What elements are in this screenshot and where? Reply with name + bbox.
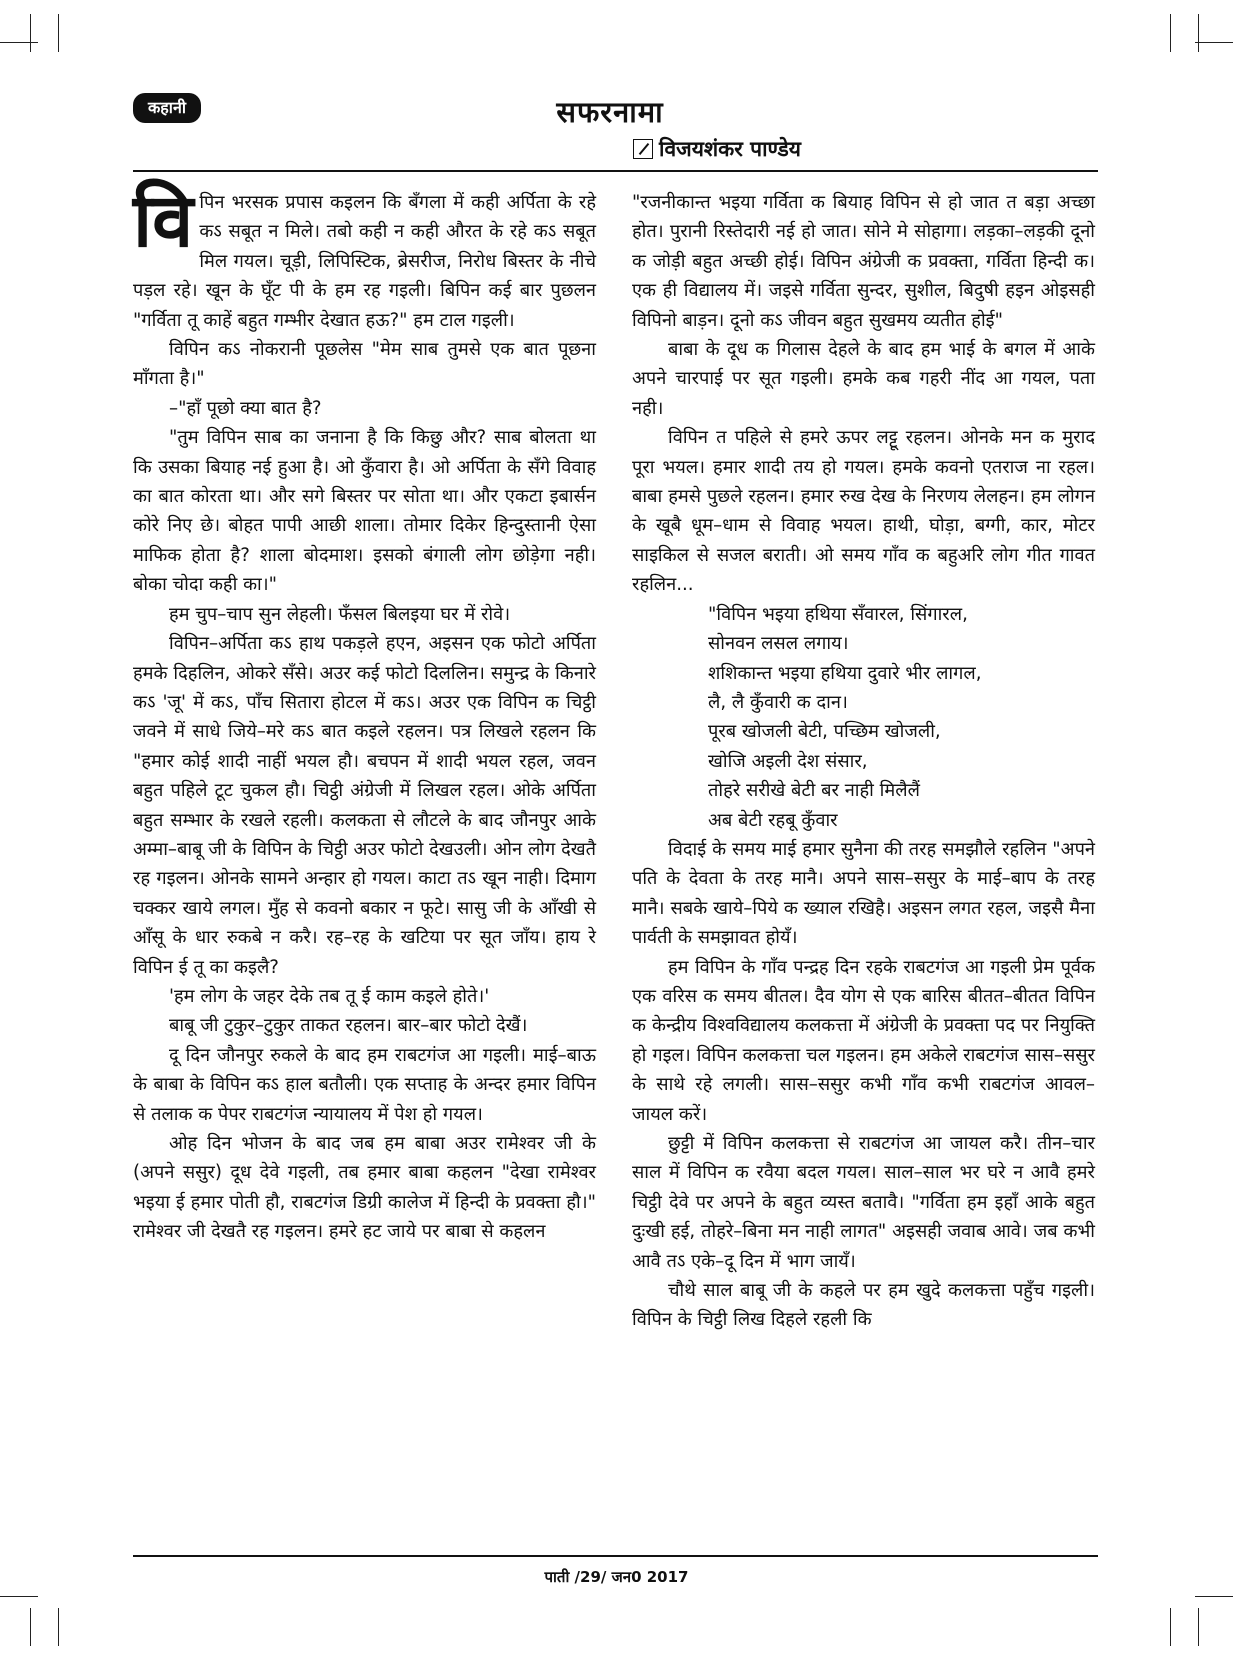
paragraph: 'हम लोग के जहर देके तब तू ई काम कइले होते।' <box>169 985 490 1007</box>
crop-mark <box>1198 14 1199 52</box>
author-name: विजयशंकर पाण्डेय <box>659 137 801 161</box>
crop-mark <box>0 1596 38 1597</box>
paragraph: विपिन–अर्पिता कऽ हाथ पकड़ले हएन, अइसन एक फोटो अर्पिता हमके दिहलिन, ओकरे सँसे। अउर कई फोटो दिललिन। समुन्द्र के किनारे कऽ 'जू' में कऽ, पाँच सितारा होटल में कऽ। अउर एक विपिन क चिट्ठी जवने में साधे जिये–मरे कऽ बात कइले रहलन। पत्र लिखले रहलन कि "हमार कोई शादी नाहीं भयल हौ। बचपन में शादी भयल रहल, जवन बहुत पहिले टूट चुकल हौ। चिट्ठी अंग्रेजी में लिखल रहल। ओके अर्पिता बहुत सम्भार के रखले रहली। कलकता से लौटले के बाद जौनपुर आके अम्मा–बाबू जी के विपिन के चिट्ठी अउर फोटो देखउली। ओन लोग देखतै रह गइलन। ओनके सामने अन्हार हो गयल। काटा तऽ खून नाही। दिमाग चक्कर खाये लगल। मुँह से कवनो बकार न फूटे। सासु जी के आँखी से आँसू के धार रुकबे न करै। रह–रह के खटिया पर सूत जाँय। हाय रे विपिन ई तू का कइलै? <box>133 633 596 978</box>
verse-line: पूरब खोजली बेटी, पच्छिम खोजली, <box>708 721 941 743</box>
crop-mark <box>1195 1596 1233 1597</box>
verse-line: शशिकान्त भइया हथिया दुवारे भीर लागल, <box>708 662 982 684</box>
verse-line: खोजि अइली देश संसार, <box>708 750 868 772</box>
pen-icon <box>633 139 653 159</box>
paragraph: दू दिन जौनपुर रुकले के बाद हम राबटगंज आ गइली। माई–बाऊ के बाबा के विपिन कऽ हाल बतौली। एक सप्ताह के अन्दर हमार विपिन से तलाक क पेपर राबटगंज न्यायालय में पेश हो गयल। <box>133 1044 596 1125</box>
verse-line: लै, लै कुँवारी क दान। <box>708 691 848 713</box>
paragraph: छुट्टी में विपिन कलकत्ता से राबटगंज आ जायल करै। तीन–चार साल में विपिन क रवैया बदल गयल। साल–साल भर घरे न आवै हमरे चिट्ठी देवे पर अपने के बहुत व्यस्त बतावै। "गर्विता हम इहाँ आके बहुत दुःखी हई, तोहरे–बिना मन नाही लागत" अइसही जवाब आवे। जब कभी आवै तऽ एके–दू दिन में भाग जायँ। <box>632 1133 1095 1272</box>
crop-mark <box>1198 1608 1199 1646</box>
paragraph: बाबा के दूध क गिलास देहले के बाद हम भाई के बगल में आके अपने चारपाई पर सूत गइली। हमके कब गहरी नींद आ गयल, पता नही। <box>632 339 1095 419</box>
paragraph: "रजनीकान्त भइया गर्विता क बियाह विपिन से हो जात त बड़ा अच्छा होत। पुरानी रिस्तेदारी नई हो जात। सोने मे सोहागा। लड़का–लड़की दूनो क जोड़ी बहुत अच्छी होई। विपिन अंग्रेजी क प्रवक्ता, गर्विता हिन्दी क। एक ही विद्यालय में। जइसे गर्विता सुन्दर, सुशील, बिदुषी हइन ओइसही विपिनो बाड़न। दूनो कऽ जीवन बहुत सुखमय व्यतीत होई" <box>632 192 1095 331</box>
crop-mark <box>58 14 59 52</box>
crop-mark <box>1170 14 1171 52</box>
author-byline <box>633 133 801 165</box>
drop-cap: वि <box>133 178 194 264</box>
verse-line: तोहरे सरीखे बेटी बर नाही मिलैलैं <box>708 780 920 802</box>
paragraph <box>133 178 596 335</box>
right-column <box>632 188 1095 1335</box>
paragraph: –"हाँ पूछो क्या बात है? <box>169 397 322 419</box>
page-footer: पाती /29/ जन0 2017 <box>544 1568 689 1586</box>
paragraph: चौथे साल बाबू जी के कहले पर हम खुदे कलकत्ता पहुँच गइली। विपिन के चिट्ठी लिख दिहले रहली कि <box>632 1280 1095 1331</box>
paragraph: "तुम विपिन साब का जनाना है कि किछु और? साब बोलता था कि उसका बियाह नई हुआ है। ओ कुँवारा है। ओ अर्पिता के सँगे विवाह का बात कोरता था। और सगे बिस्तर पर सोता था। और एकटा इबार्सन कोरे निए छे। बोहत पापी आछी शाला। तोमार दिकेर हिन्दुस्तानी ऐसा माफिक होता है? शाला बोदमाश। इसको बंगाली लोग छोड़ेगा नही। बोका चोदा कही का।" <box>133 427 596 596</box>
crop-mark <box>58 1608 59 1646</box>
paragraph: विदाई के समय माई हमार सुनैना की तरह समझौले रहलिन "अपने पति के देवता के तरह मानै। अपने सास–ससुर के माई–बाप के तरह मानै। सबके खाये–पिये क ख्याल रखिहै। अइसन लगत रहल, जइसै मैना पार्वती के समझावत होयँ। <box>632 838 1095 949</box>
paragraph: विपिन कऽ नोकरानी पूछलेस "मेम साब तुमसे एक बात पूछना माँगता है।" <box>133 339 596 390</box>
crop-mark <box>1170 1608 1171 1646</box>
left-column <box>133 178 596 1247</box>
verse-line: सोनवन लसल लगाय। <box>708 633 849 655</box>
paragraph: हम चुप–चाप सुन लेहली। फँसल बिलइया घर में रोवे। <box>169 603 511 625</box>
crop-mark <box>30 1608 31 1646</box>
paragraph: बाबू जी टुकुर–टुकुर ताकत रहलन। बार–बार फोटो देखैं। <box>169 1015 528 1037</box>
paragraph: विपिन त पहिले से हमरे ऊपर लट्टू रहलन। ओनके मन क मुराद पूरा भयल। हमार शादी तय हो गयल। हमके कवनो एतराज ना रहल। बाबा हमसे पुछले रहलन। हमार रुख देख के निरणय लेलहन। हम लोगन के खूबै धूम–धाम से विवाह भयल। हाथी, घोड़ा, बग्गी, कार, मोटर साइकिल से सजल बराती। ओ समय गाँव क बहुअरि लोग गीत गावत रहलिन... <box>632 427 1095 596</box>
crop-mark <box>30 14 31 52</box>
paragraph-text: पिन भरसक प्रपास कइलन कि बँगला में कही अर्पिता के रहे कऽ सबूत न मिले। तबो कही न कही औरत के रहे कऽ सबूत मिल गयल। चूड़ी, लिपिस्टिक, ब्रेसरीज, निरोध बिस्तर के नीचे पड़ल रहे। खून के घूँट पी के हम रह गइली। बिपिन कई बार पुछलन "गर्विता तू काहें बहुत गम्भीर देखात हऊ?" हम टाल गइली। <box>133 192 596 331</box>
crop-mark <box>1195 42 1233 43</box>
verse-line: अब बेटी रहबू कुँवार <box>708 809 838 831</box>
page-title: सफरनामा <box>556 95 664 129</box>
section-label: कहानी <box>133 93 201 123</box>
footer-rule <box>133 1555 1098 1557</box>
paragraph: ओह दिन भोजन के बाद जब हम बाबा अउर रामेश्वर जी के (अपने ससुर) दूध देवे गइली, तब हमार बाबा कहलन "देखा रामेश्वर भइया ई हमार पोती हौ, राबटगंज डिग्री कालेज में हिन्दी के प्रवक्ता हौ।" रामेश्वर जी देखतै रह गइलन। हमरे हट जाये पर बाबा से कहलन <box>133 1133 596 1243</box>
header-rule <box>133 170 1098 172</box>
paragraph: हम विपिन के गाँव पन्द्रह दिन रहके राबटगंज आ गइली प्रेम पूर्वक एक वरिस क समय बीतल। दैव योग से एक बारिस बीतत–बीतत विपिन क केन्द्रीय विश्वविद्यालय कलकत्ता में अंग्रेजी के प्रवक्ता पद पर नियुक्ति हो गइल। विपिन कलकत्ता चल गइलन। हम अकेले राबटगंज सास–ससुर के साथे रहे लगली। सास–ससुर कभी गाँव कभी राबटगंज आवल–जायल करें। <box>632 956 1095 1125</box>
verse-line: "विपिन भइया हथिया सँवारल, सिंगारल, <box>708 603 968 625</box>
crop-mark <box>0 42 38 43</box>
